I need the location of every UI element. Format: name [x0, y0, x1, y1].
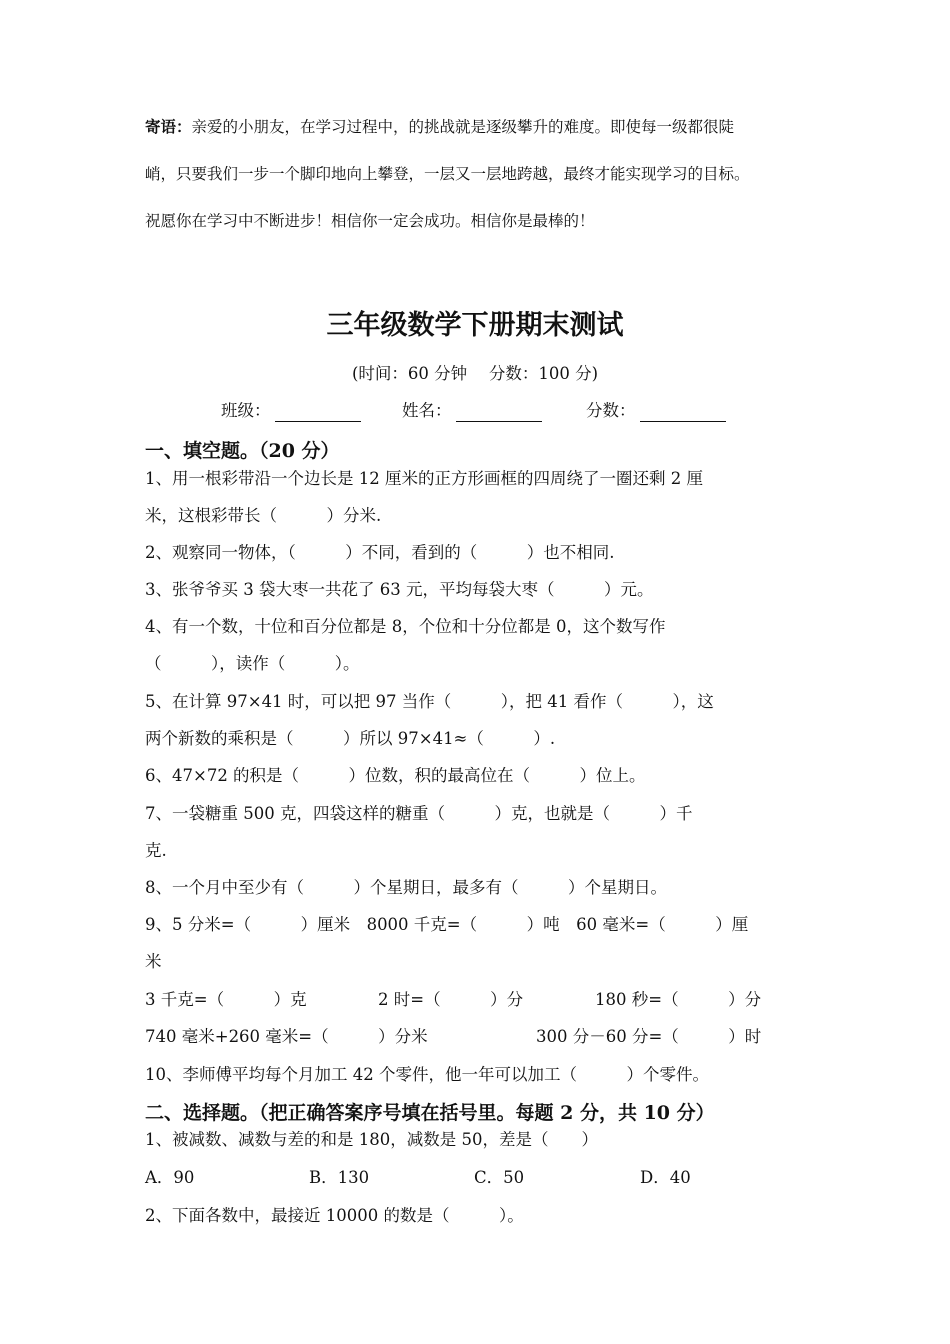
exam-subtitle: (时间：60 分钟 分数：100 分) — [351, 364, 599, 383]
choice-q1-option-d: D．40 — [640, 1168, 691, 1187]
q5-line-2: 两个新数的乘积是（ ）所以 97×41≈（ ）. — [145, 729, 556, 748]
choice-q2-line: 2、下面各数中，最接近 10000 的数是（ ）。 — [145, 1206, 524, 1225]
q7-line-2: 克. — [145, 841, 167, 860]
q5-line-1: 5、在计算 97×41 时，可以把 97 当作（ ），把 41 看作（ ），这 — [145, 692, 714, 711]
choice-q1-line: 1、被减数、减数与差的和是 180，减数是 50，差是（ ） — [145, 1130, 598, 1149]
q1-line-2: 米，这根彩带长（ ）分米. — [145, 506, 382, 525]
message-line-1 — [145, 116, 734, 138]
message-line-3: 祝愿你在学习中不断进步！相信你一定会成功。相信你是最棒的！ — [145, 212, 595, 230]
q9-item-minutes: 300 分－60 分=（ ）时 — [536, 1027, 762, 1046]
section2-heading: 二、选择题。（把正确答案序号填在括号里。每题 2 分，共 10 分） — [145, 1102, 715, 1124]
q10-line: 10、李师傅平均每个月加工 42 个零件，他一年可以加工（ ）个零件。 — [145, 1065, 709, 1084]
q3-line: 3、张爷爷买 3 袋大枣一共花了 63 元，平均每袋大枣（ ）元。 — [145, 580, 654, 599]
message-text-1: 亲爱的小朋友，在学习过程中，的挑战就是逐级攀升的难度。即使每一级都很陡 — [191, 118, 735, 136]
name-label: 姓名： — [402, 401, 452, 420]
q4-line-1: 4、有一个数，十位和百分位都是 8，个位和十分位都是 0，这个数写作 — [145, 617, 666, 636]
score-field — [586, 400, 726, 422]
q1-line-1: 1、用一根彩带沿一个边长是 12 厘米的正方形画框的四周绕了一圈还剩 2 厘 — [145, 469, 703, 488]
class-label: 班级： — [221, 401, 271, 420]
class-field — [221, 400, 361, 422]
q6-line: 6、47×72 的积是（ ）位数，积的最高位在（ ）位上。 — [145, 766, 646, 785]
q9-line-1: 9、5 分米=（ ）厘米 8000 千克=（ ）吨 60 毫米=（ ）厘 — [145, 915, 749, 934]
q8-line: 8、一个月中至少有（ ）个星期日，最多有（ ）个星期日。 — [145, 878, 667, 897]
choice-q1-option-b: B．130 — [309, 1168, 370, 1187]
q9-item-hours: 2 时=（ ）分 — [378, 990, 524, 1009]
score-label: 分数： — [586, 401, 636, 420]
name-blank[interactable] — [456, 403, 542, 422]
choice-q1-option-a: A．90 — [145, 1168, 195, 1187]
q7-line-1: 7、一袋糖重 500 克，四袋这样的糖重（ ）克，也就是（ ）千 — [145, 804, 693, 823]
score-blank[interactable] — [640, 403, 726, 422]
q9-line-2: 米 — [145, 952, 162, 971]
q9-item-kg: 3 千克=（ ）克 — [145, 990, 307, 1009]
q2-line: 2、观察同一物体，（ ）不同，看到的（ ）也不相同. — [145, 543, 615, 562]
exam-title: 三年级数学下册期末测试 — [326, 310, 624, 341]
class-blank[interactable] — [275, 403, 361, 422]
q9-item-mm: 740 毫米+260 毫米=（ ）分米 — [145, 1027, 428, 1046]
section1-heading: 一、填空题。（20 分） — [145, 440, 340, 462]
q9-item-seconds: 180 秒=（ ）分 — [595, 990, 762, 1009]
choice-q1-option-c: C．50 — [474, 1168, 525, 1187]
message-line-2: 峭，只要我们一步一个脚印地向上攀登，一层又一层地跨越，最终才能实现学习的目标。 — [145, 165, 750, 183]
message-label: 寄语： — [145, 117, 192, 136]
name-field — [402, 400, 542, 422]
q4-line-2: （ ），读作（ ）。 — [145, 654, 360, 673]
